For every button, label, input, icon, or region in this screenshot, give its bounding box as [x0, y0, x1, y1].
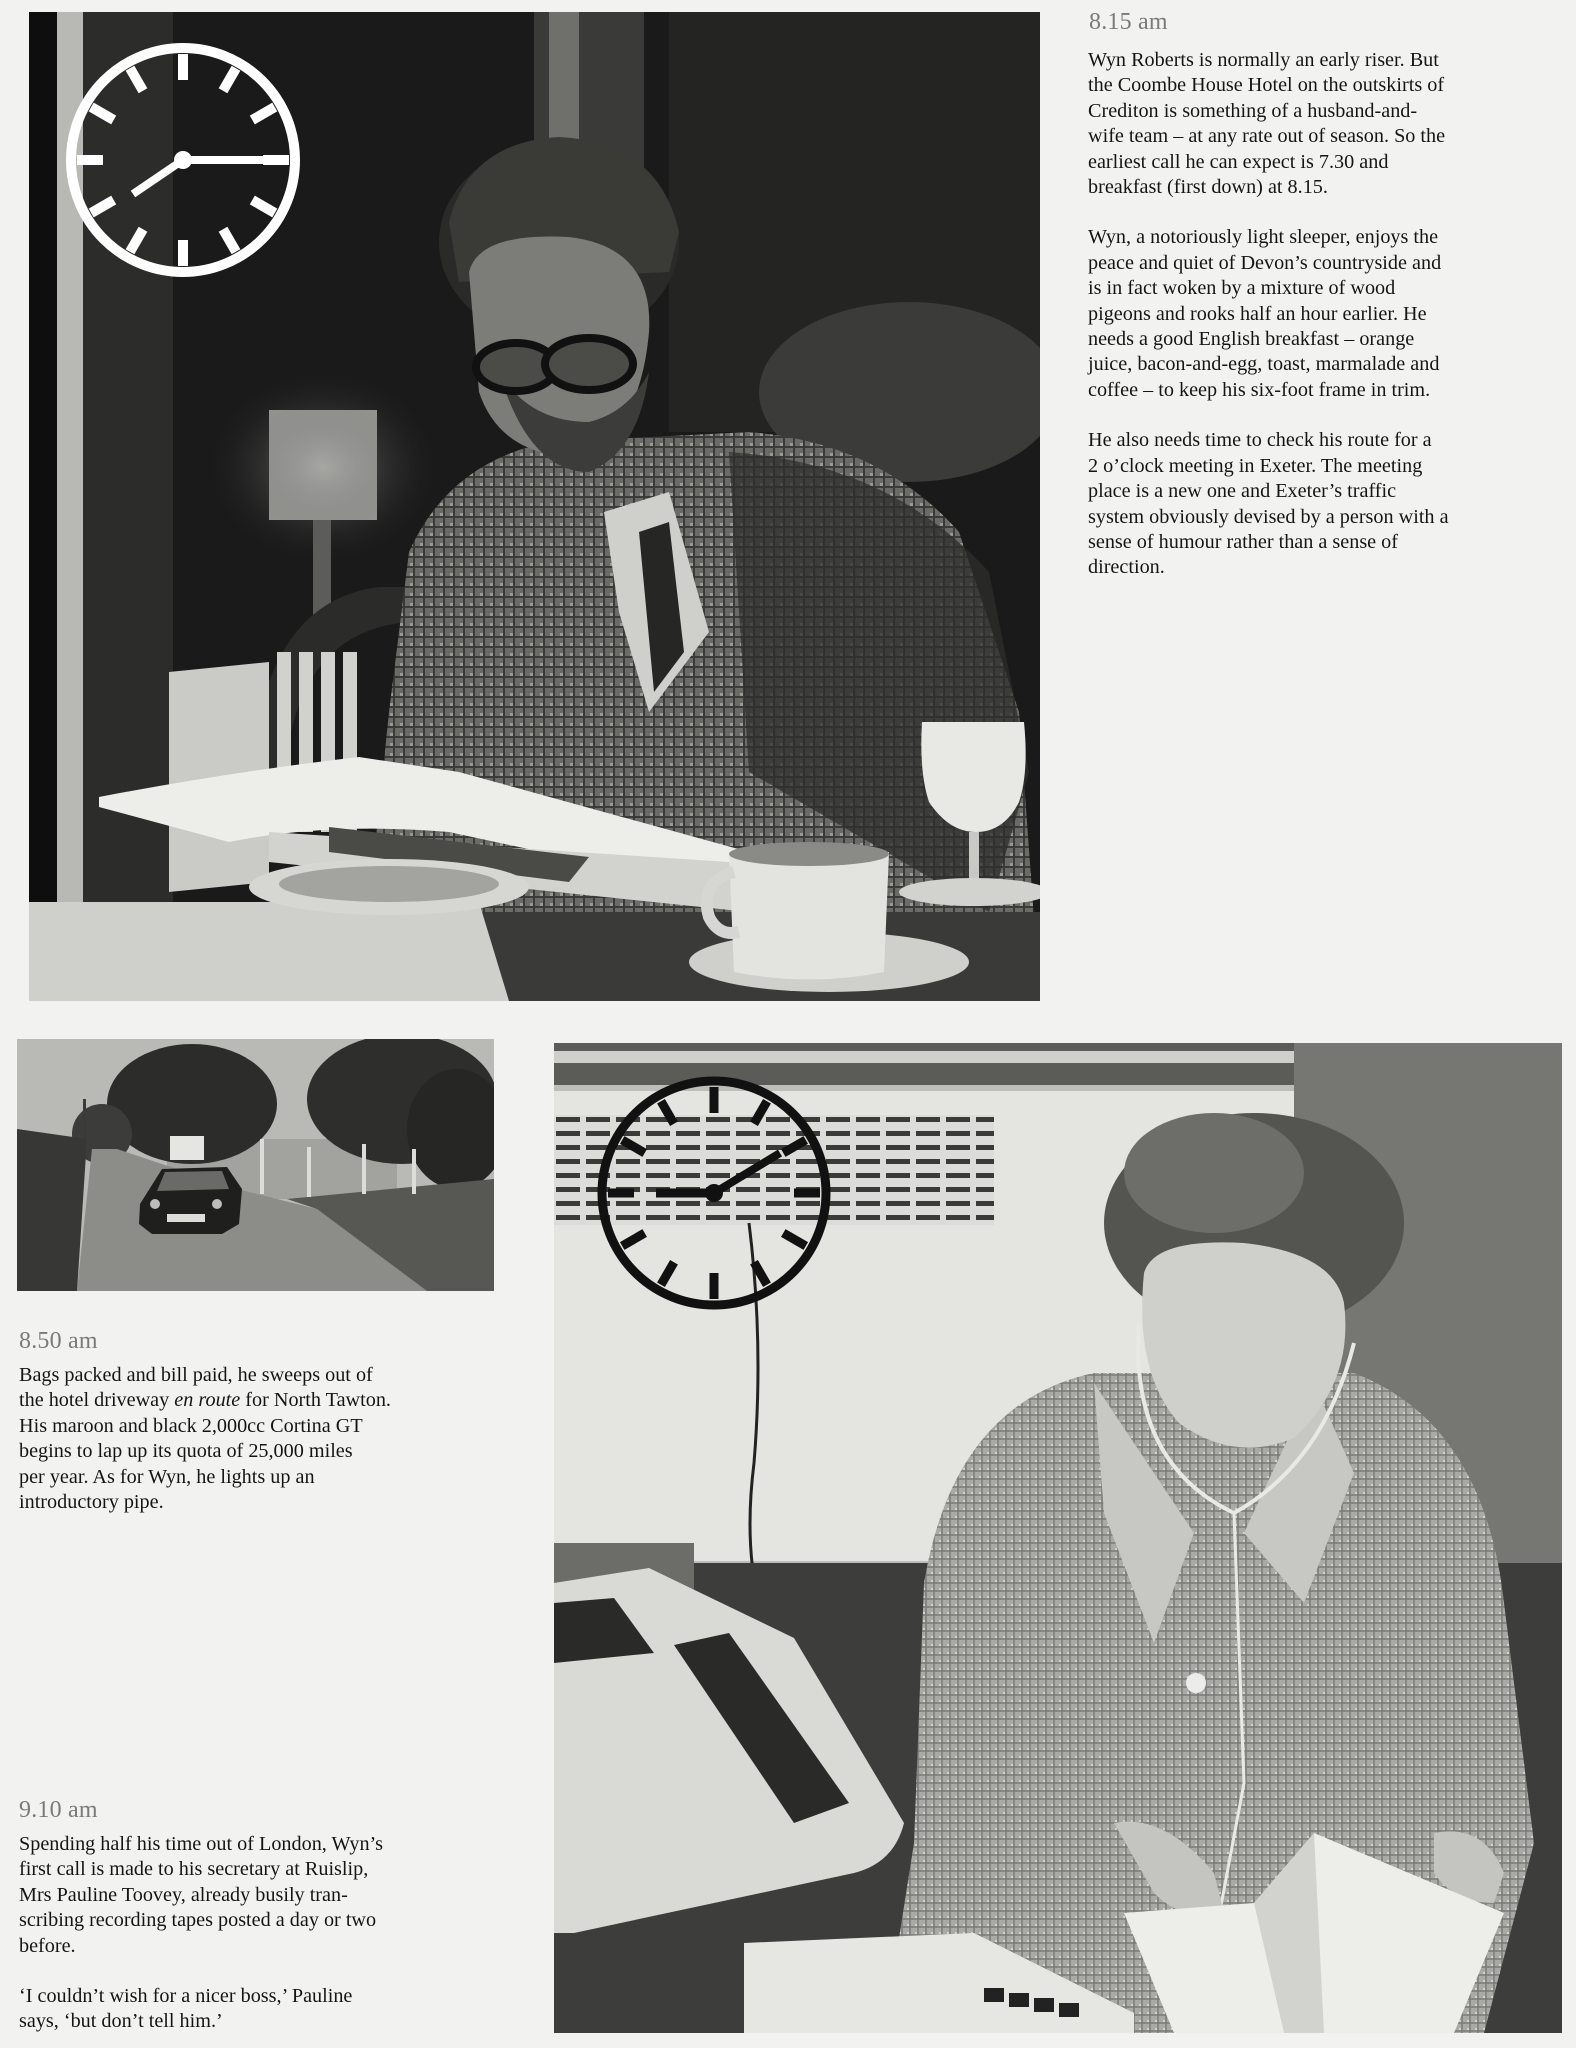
paragraph-815-1	[1088, 48, 1568, 200]
text-line: begins to lap up its quota of 25,000 miles	[19, 1440, 353, 1463]
text-line: per year. As for Wyn, he lights up an	[19, 1465, 315, 1488]
text-line: pigeons and rooks half an hour earlier. He	[1088, 302, 1427, 325]
text-line: earliest call he can expect is 7.30 and	[1088, 150, 1389, 173]
text-line: He also needs time to check his route for a	[1088, 429, 1432, 452]
text-line: the Coombe House Hotel on the outskirts of	[1088, 74, 1445, 97]
text-line: before.	[19, 1934, 76, 1957]
time-heading-815: 8.15 am	[1089, 9, 1168, 35]
text-line: introductory pipe.	[19, 1491, 164, 1514]
text-line: Spending half his time out of London, Wyn’s	[19, 1833, 384, 1855]
paragraph-910-2-quote	[19, 1984, 539, 2035]
text-line: place is a new one and Exeter’s traffic	[1088, 480, 1397, 503]
time-heading-910: 9.10 am	[19, 1797, 98, 1823]
photo-car-driveway	[17, 1039, 494, 1291]
text-line: is in fact woken by a mixture of wood	[1088, 277, 1396, 300]
text-line: Bags packed and bill paid, he sweeps out of	[19, 1364, 373, 1386]
text-line: direction.	[1088, 556, 1165, 579]
text-line: needs a good English breakfast – orange	[1088, 328, 1415, 351]
text-line: scribing recording tapes posted a day or two	[19, 1909, 377, 1932]
text-line: system obviously devised by a person with a	[1088, 505, 1449, 528]
text-line: breakfast (first down) at 8.15.	[1088, 176, 1328, 199]
paragraph-850-1	[19, 1363, 539, 1515]
paragraph-815-2	[1088, 225, 1568, 403]
text-line: 2 o’clock meeting in Exeter. The meeting	[1088, 454, 1423, 477]
article-text-850	[19, 1363, 539, 1515]
text-line: His maroon and black 2,000cc Cortina GT	[19, 1414, 363, 1437]
text-line: Wyn, a notoriously light sleeper, enjoys the	[1088, 226, 1439, 249]
text-line: sense of humour rather than a sense of	[1088, 530, 1398, 553]
text-fragment: the hotel driveway	[19, 1389, 175, 1412]
article-text-910	[19, 1832, 539, 2035]
text-line: says, ‘but don’t tell him.’	[19, 2010, 223, 2033]
photo-breakfast-reading	[29, 12, 1040, 1001]
article-text-815	[1088, 48, 1568, 581]
text-line: ‘I couldn’t wish for a nicer boss,’ Pauline	[19, 1985, 353, 2008]
paragraph-815-3	[1088, 428, 1568, 580]
paragraph-910-1	[19, 1832, 539, 1959]
text-line: Crediton is something of a husband-and-	[1088, 99, 1418, 122]
photo-secretary-transcribing	[554, 1043, 1562, 2033]
car-scene-illustration	[17, 1039, 494, 1291]
text-line: coffee – to keep his six-foot frame in trim.	[1088, 378, 1431, 401]
text-line: Wyn Roberts is normally an early riser. But	[1088, 49, 1439, 71]
text-fragment: for North Tawton.	[240, 1389, 391, 1412]
text-line: peace and quiet of Devon’s countryside and	[1088, 251, 1442, 274]
text-line: Mrs Pauline Toovey, already busily tran-	[19, 1883, 348, 1906]
italic-phrase-en-route: en route	[174, 1389, 241, 1412]
breakfast-scene-illustration	[29, 12, 1040, 1001]
text-line	[19, 1388, 539, 1413]
time-heading-850: 8.50 am	[19, 1328, 98, 1354]
text-line: juice, bacon-and-egg, toast, marmalade and	[1088, 353, 1440, 376]
text-line: wife team – at any rate out of season. So the	[1088, 125, 1446, 148]
text-line: first call is made to his secretary at Ruislip,	[19, 1858, 369, 1881]
secretary-scene-illustration	[554, 1043, 1562, 2033]
